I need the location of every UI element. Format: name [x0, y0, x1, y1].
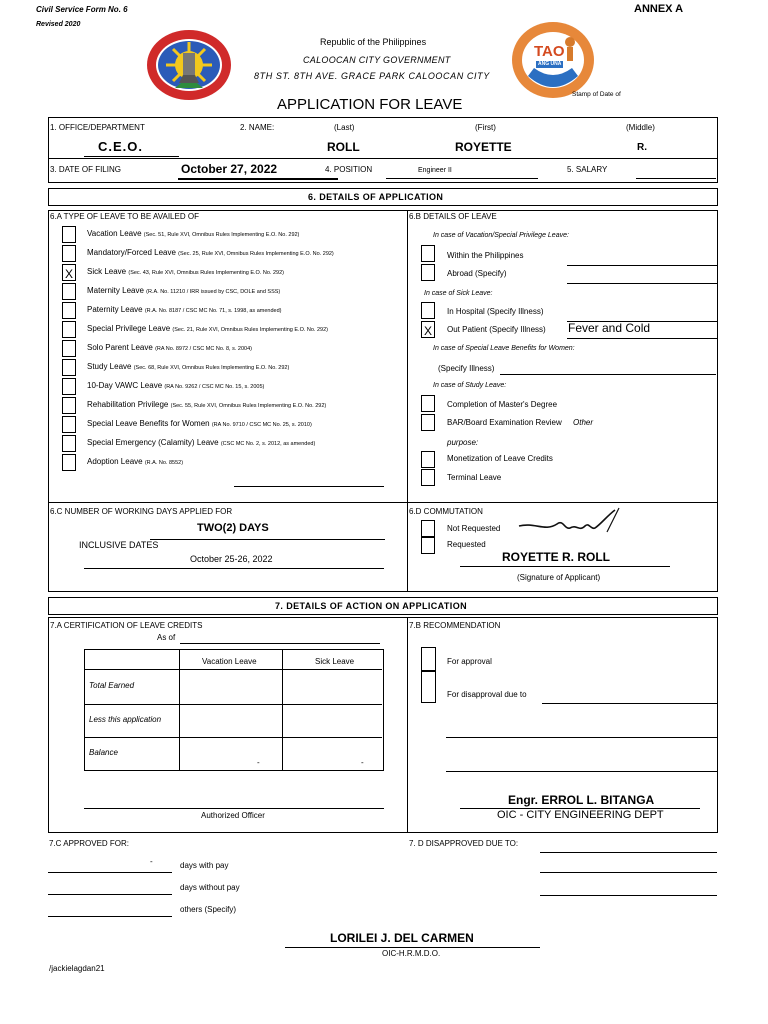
as-of-label: As of	[157, 633, 176, 642]
leave-type-ref: (Sec. 21, Rule XVI, Omnibus Rules Implementing E.O. No. 292)	[172, 327, 329, 333]
out-patient-label: Out Patient (Specify Illness)	[447, 325, 546, 334]
leave-type-item	[87, 363, 289, 372]
sick-leave-check-mark: X	[65, 267, 74, 281]
form-title: APPLICATION FOR LEAVE	[277, 96, 463, 113]
terminal-leave-label: Terminal Leave	[447, 473, 502, 482]
rehabilitation-leave-checkbox[interactable]	[62, 397, 76, 414]
office-value[interactable]: C.E.O.	[98, 139, 144, 154]
lgu-name: CALOOCAN CITY GOVERNMENT	[303, 55, 451, 65]
other-purpose-label-2: purpose:	[447, 438, 479, 447]
leave-type-ref: (Sec. 55, Rule XVI, Omnibus Rules Implementing E.O. No. 292)	[170, 403, 327, 409]
within-ph-label: Within the Philippines	[447, 251, 524, 260]
leave-type-name: Special Privilege Leave	[87, 324, 171, 333]
office-label: 1. OFFICE/DEPARTMENT	[50, 123, 145, 132]
row-label-less-application: Less this application	[89, 715, 162, 724]
abroad-underline	[567, 283, 717, 284]
special-privilege-leave-checkbox[interactable]	[62, 321, 76, 338]
specify-illness-label: (Specify Illness)	[438, 364, 495, 373]
within-ph-underline	[567, 265, 717, 266]
leave-type-ref: (RA No. 8972 / CSC MC No. 8, s. 2004)	[155, 346, 252, 352]
leave-type-name: Paternity Leave	[87, 305, 143, 314]
solo-parent-leave-checkbox[interactable]	[62, 340, 76, 357]
leave-credits-table	[84, 649, 384, 771]
abroad-label: Abroad (Specify)	[447, 269, 507, 278]
out-patient-check-mark: X	[424, 324, 433, 338]
position-label: 4. POSITION	[325, 165, 373, 174]
lgu-address: 8TH ST. 8TH AVE. GRACE PARK CALOOCAN CITY	[254, 71, 490, 81]
republic-label: Republic of the Philippines	[320, 37, 427, 47]
leave-type-name: Mandatory/Forced Leave	[87, 248, 176, 257]
days-with-pay-label: days with pay	[180, 861, 229, 870]
annex-label: ANNEX A	[634, 3, 684, 15]
last-name-value[interactable]: ROLL	[327, 140, 360, 154]
leave-type-ref: (R.A. No. 8552)	[144, 460, 184, 466]
other-leave-underline	[234, 486, 384, 487]
leave-type-item	[87, 249, 334, 258]
leave-type-name: Adoption Leave	[87, 457, 143, 466]
masters-label: Completion of Master's Degree	[447, 400, 558, 409]
leave-type-name: Solo Parent Leave	[87, 343, 153, 352]
leave-type-item	[87, 287, 280, 296]
leave-type-ref: (Sec. 68, Rule XVI, Omnibus Rules Implementing E.O. No. 292)	[133, 365, 290, 371]
vacation-leave-checkbox[interactable]	[62, 226, 76, 243]
for-disapproval-label: For disapproval due to	[447, 690, 527, 699]
office-underline	[84, 156, 179, 157]
for-approval-label: For approval	[447, 657, 492, 666]
vacation-caption: In case of Vacation/Special Privilege Leave:	[433, 232, 569, 239]
leave-type-name: Special Emergency (Calamity) Leave	[87, 438, 219, 447]
leave-type-ref: (CSC MC No. 2, s. 2012, as amended)	[220, 441, 316, 447]
not-requested-checkbox[interactable]	[421, 520, 435, 537]
leave-type-item	[87, 439, 315, 448]
in-hospital-label: In Hospital (Specify Illness)	[447, 307, 544, 316]
tao-ang-una-seal-right	[510, 20, 596, 100]
leave-type-name: Maternity Leave	[87, 286, 144, 295]
middle-label: (Middle)	[626, 123, 655, 132]
leave-type-item	[87, 306, 281, 315]
divider	[48, 158, 718, 159]
inclusive-dates-value[interactable]: October 25-26, 2022	[190, 554, 273, 564]
for-approval-checkbox[interactable]	[421, 647, 436, 671]
inclusive-dates-label: INCLUSIVE DATES	[79, 540, 159, 550]
seal-word: TAO	[534, 43, 565, 60]
section6-vertical-divider	[407, 210, 408, 592]
not-requested-label: Not Requested	[447, 524, 501, 533]
approved-for-label: 7.C APPROVED FOR:	[49, 839, 130, 848]
section7-vertical-divider	[407, 617, 408, 833]
leave-type-item	[87, 401, 326, 410]
leave-type-ref: (RA No. 9262 / CSC MC No. 15, s. 2005)	[164, 384, 265, 390]
working-days-underline	[150, 539, 385, 540]
maternity-leave-checkbox[interactable]	[62, 283, 76, 300]
within-ph-checkbox[interactable]	[421, 245, 435, 262]
applicant-name: ROYETTE R. ROLL	[502, 550, 610, 564]
leave-type-ref: (Sec. 25, Rule XVI, Omnibus Rules Implementing E.O. No. 292)	[178, 251, 334, 257]
balance-sick-value[interactable]: -	[361, 758, 364, 767]
form-number: Civil Service Form No. 6	[36, 5, 128, 14]
footer-initials: /jackielagdan21	[49, 964, 105, 973]
others-underline	[48, 916, 172, 917]
other-purpose-label: Other	[573, 418, 594, 427]
leave-type-item	[87, 325, 328, 334]
disapproved-line-2	[540, 872, 717, 873]
date-underline	[178, 178, 338, 180]
out-patient-underline	[567, 338, 717, 339]
seal-sub: ANG UNA	[538, 61, 562, 67]
disapproval-reason-line-2	[446, 737, 717, 738]
approver-name: LORILEI J. DEL CARMEN	[330, 931, 474, 945]
working-days-value[interactable]: TWO(2) DAYS	[197, 522, 269, 534]
disapproved-line-3	[540, 895, 717, 896]
first-label: (First)	[475, 123, 496, 132]
first-name-value[interactable]: ROYETTE	[455, 140, 512, 154]
sick-caption: In case of Sick Leave:	[424, 290, 493, 297]
adoption-leave-checkbox[interactable]	[62, 454, 76, 471]
leave-type-ref: (Sec. 43, Rule XVI, Omnibus Rules Implementing E.O. No. 292)	[128, 270, 284, 276]
stamp-date-label: Stamp of Date of	[572, 91, 621, 98]
signature-caption: (Signature of Applicant)	[517, 573, 601, 582]
details-of-leave-label: 6.B DETAILS OF LEAVE	[409, 212, 497, 221]
leave-type-ref: (R.A. No. 11210 / IRR issued by CSC, DOLE and SSS)	[146, 289, 281, 295]
leave-type-item	[87, 344, 252, 353]
recommender-title: OIC - CITY ENGINEERING DEPT	[497, 809, 664, 821]
section7-header: 7. DETAILS OF ACTION ON APPLICATION	[275, 601, 468, 611]
leave-type-name: Rehabilitation Privilege	[87, 400, 169, 409]
calamity-leave-checkbox[interactable]	[62, 435, 76, 452]
caloocan-seal-left	[145, 28, 233, 102]
monetization-label: Monetization of Leave Credits	[447, 454, 553, 463]
balance-vacation-value[interactable]: -	[257, 758, 260, 767]
mandatory-leave-checkbox[interactable]	[62, 245, 76, 262]
recommender-name: Engr. ERROL L. BITANGA	[508, 793, 655, 807]
leave-type-ref: (R.A. No. 8187 / CSC MC No. 71, s. 1998, as amended)	[144, 308, 282, 314]
bar-review-label: BAR/Board Examination Review	[447, 418, 562, 427]
days-without-pay-label: days without pay	[180, 883, 240, 892]
row-label-balance: Balance	[89, 748, 118, 757]
personal-info-box	[48, 117, 718, 183]
salary-underline	[636, 178, 716, 179]
disapproval-reason-line-3	[446, 771, 717, 772]
terminal-leave-checkbox[interactable]	[421, 469, 435, 486]
col-vacation-header: Vacation Leave	[202, 657, 257, 666]
salary-label: 5. SALARY	[567, 165, 608, 174]
paternity-leave-checkbox[interactable]	[62, 302, 76, 319]
study-leave-checkbox[interactable]	[62, 359, 76, 376]
leave-type-name: Study Leave	[87, 362, 132, 371]
leave-type-item	[87, 458, 183, 467]
disapproval-reason-line-1	[542, 703, 717, 704]
leave-type-ref: (Sec. 51, Rule XVI, Omnibus Rules Implementing E.O. No. 292)	[143, 232, 300, 238]
leave-type-name: Sick Leave	[87, 267, 127, 276]
recommendation-label: 7.B RECOMMENDATION	[409, 621, 501, 630]
illness-value[interactable]: Fever and Cold	[568, 321, 651, 335]
applicant-signature-line	[460, 566, 670, 567]
middle-name-value[interactable]: R.	[637, 142, 647, 153]
position-value[interactable]: Engineer II	[418, 167, 452, 174]
row-label-total-earned: Total Earned	[89, 681, 135, 690]
women-illness-underline	[500, 374, 716, 375]
bar-review-checkbox[interactable]	[421, 414, 435, 431]
requested-label: Requested	[447, 540, 486, 549]
leave-type-name: Vacation Leave	[87, 229, 142, 238]
applicant-signature	[515, 502, 625, 542]
women-caption: In case of Special Leave Benefits for Women:	[433, 345, 575, 352]
leave-type-item	[87, 230, 299, 239]
authorized-officer-label: Authorized Officer	[201, 811, 265, 820]
study-caption: In case of Study Leave:	[433, 382, 507, 389]
others-label: others (Specify)	[180, 905, 237, 914]
leave-type-item	[87, 420, 312, 429]
for-disapproval-checkbox[interactable]	[421, 671, 436, 703]
days-with-pay-underline	[48, 872, 172, 873]
monetization-checkbox[interactable]	[421, 451, 435, 468]
position-underline	[386, 178, 538, 179]
disapproved-line-1	[540, 852, 717, 853]
days-without-pay-underline	[48, 894, 172, 895]
masters-checkbox[interactable]	[421, 395, 435, 412]
working-days-label: 6.C NUMBER OF WORKING DAYS APPLIED FOR	[50, 507, 233, 516]
last-label: (Last)	[334, 123, 355, 132]
days-with-pay-value[interactable]: -	[150, 857, 153, 866]
name-label: 2. NAME:	[240, 123, 275, 132]
certification-label: 7.A CERTIFICATION OF LEAVE CREDITS	[50, 621, 203, 630]
type-of-leave-label: 6.A TYPE OF LEAVE TO BE AVAILED OF	[50, 212, 199, 221]
revision-date: Revised 2020	[36, 21, 81, 28]
in-hospital-checkbox[interactable]	[421, 302, 435, 319]
authorized-officer-line	[84, 808, 384, 809]
section6-header: 6. DETAILS OF APPLICATION	[308, 192, 444, 202]
as-of-underline	[180, 643, 380, 644]
leave-type-name: Special Leave Benefits for Women	[87, 419, 210, 428]
inclusive-dates-underline	[84, 568, 384, 569]
requested-checkbox[interactable]	[421, 537, 435, 554]
leave-type-ref: (RA No. 9710 / CSC MC No. 25, s. 2010)	[211, 422, 312, 428]
leave-type-name: 10-Day VAWC Leave	[87, 381, 163, 390]
commutation-label: 6.D COMMUTATION	[409, 507, 483, 516]
leave-type-item	[87, 268, 284, 277]
date-filing-label: 3. DATE OF FILING	[50, 165, 121, 174]
date-filing-value[interactable]: October 27, 2022	[181, 162, 278, 176]
vawc-leave-checkbox[interactable]	[62, 378, 76, 395]
abroad-checkbox[interactable]	[421, 264, 435, 281]
women-leave-checkbox[interactable]	[62, 416, 76, 433]
leave-type-item	[87, 382, 264, 391]
col-sick-header: Sick Leave	[315, 657, 355, 666]
disapproved-due-to-label: 7. D DISAPPROVED DUE TO:	[409, 839, 519, 848]
approver-line	[285, 947, 540, 948]
approver-title: OIC-H.R.M.D.O.	[382, 949, 441, 958]
